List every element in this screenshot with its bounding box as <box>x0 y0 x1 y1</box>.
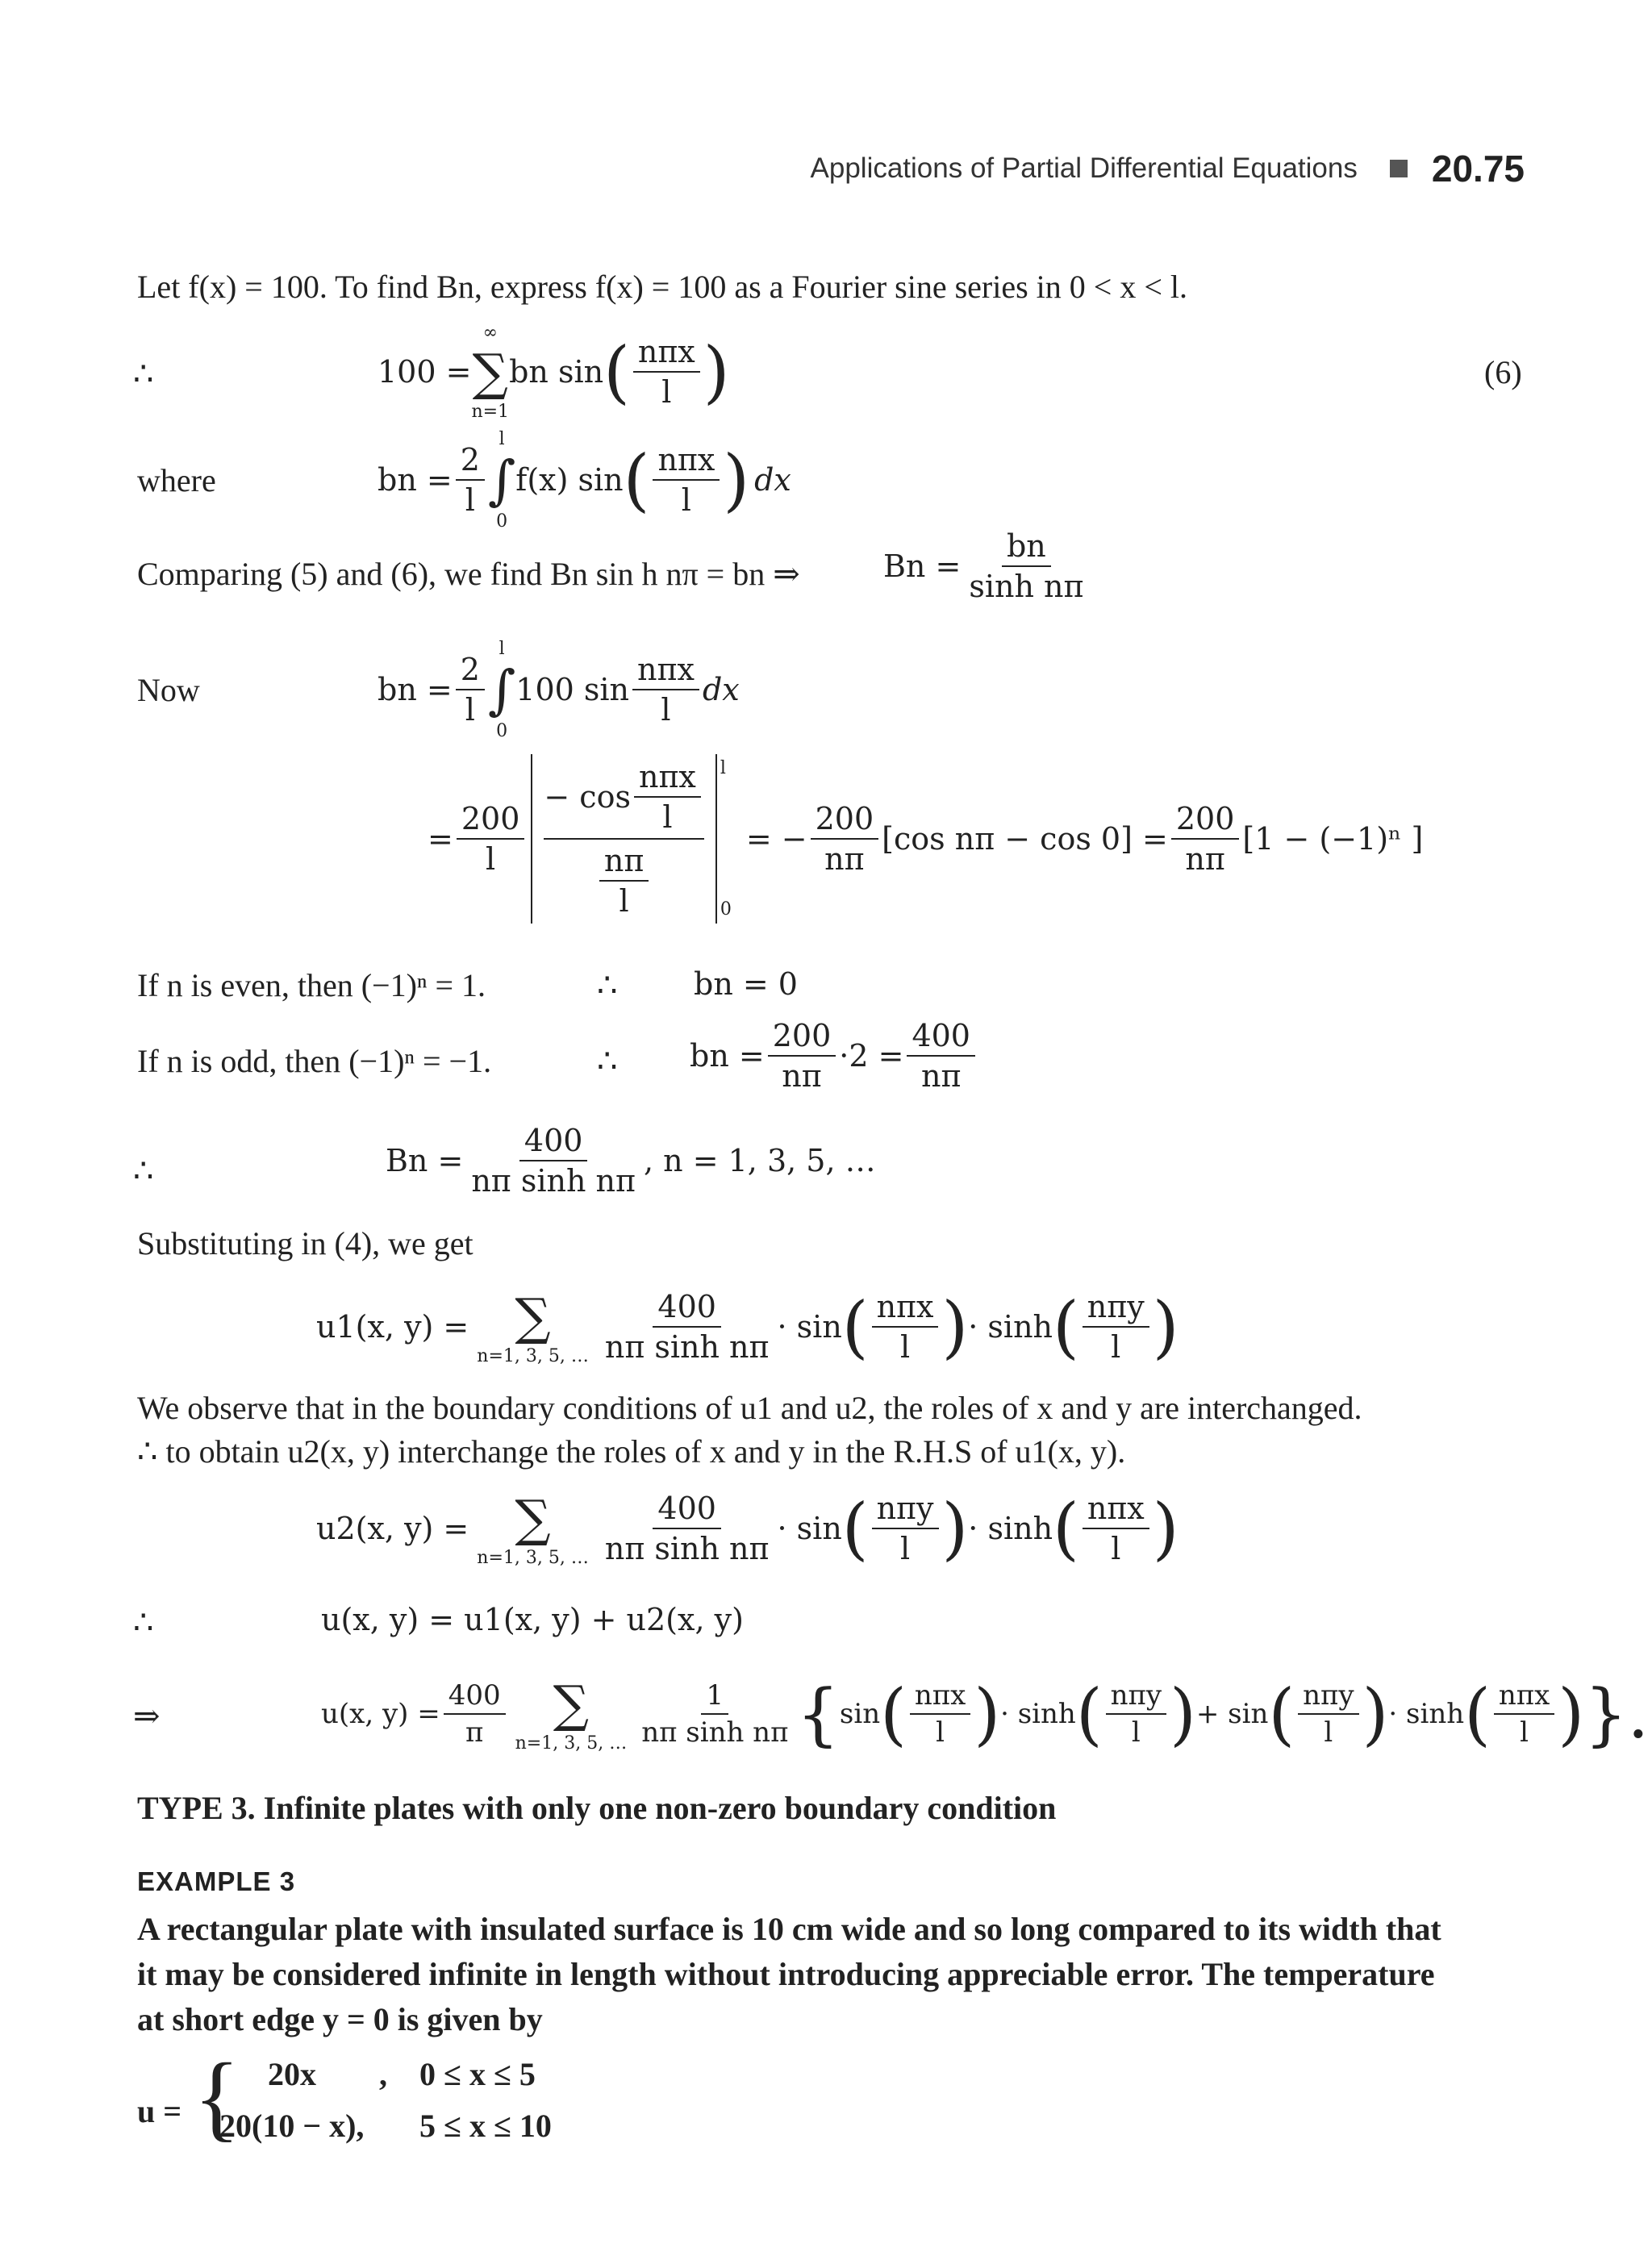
n-values: , n = 1, 3, 5, … <box>643 1143 876 1178</box>
frac-den: l <box>619 883 629 919</box>
frac-den: l <box>1111 1531 1121 1566</box>
u2-equation: u2(x, y) = ∑ n=1, 3, 5, … $\frac{400}{\text{nπ sinh nπ}}$ · sin ( $\frac{\text{nπy}}{l}$ ) · sinh ( $\frac{\text{nπx}}{l}$ ) <box>316 1489 1179 1568</box>
frac-den: l <box>899 1531 911 1566</box>
u-sum-equation: u(x, y) = u1(x, y) + u2(x, y) <box>321 1602 744 1637</box>
sinh: · sinh <box>968 1309 1053 1345</box>
piecewise-row-2c: 5 ≤ x ≤ 10 <box>419 2108 552 2144</box>
bn-definition: bn = $\frac{2}{l}$ l ∫ 0 f(x) sin ( $\frac{\text{nπx}}{l}$ ) dx <box>378 428 791 532</box>
nested-fraction <box>544 759 703 919</box>
intro-sentence: Let f(x) = 100. To find Bn, express f(x) = 100 as a Fourier sine series in 0 < x < l. <box>137 269 1188 305</box>
square-bullet-icon <box>1390 160 1408 177</box>
sin: · sin <box>777 1511 842 1546</box>
frac-den: l <box>1131 1716 1141 1749</box>
frac-num: 2 <box>456 442 485 481</box>
frac-num: nπx <box>1083 1491 1149 1529</box>
neg-cos: − cos <box>544 779 631 815</box>
two-over-l <box>456 442 485 518</box>
sum-lower: n=1, 3, 5, … <box>477 1548 589 1568</box>
equation-label: (6) <box>1484 354 1522 390</box>
integrand: 100 sin <box>515 672 630 707</box>
frac-num: nπx <box>872 1289 939 1328</box>
frac-num: nπy <box>1083 1289 1149 1328</box>
frac-num: 2 <box>456 652 485 690</box>
running-title: Applications of Partial Differential Equations <box>810 152 1358 184</box>
sum-lower: n=1, 3, 5, … <box>515 1733 628 1754</box>
frac-den: l <box>465 692 475 728</box>
frac-num: 200 <box>457 801 525 840</box>
frac-den: l <box>1520 1716 1529 1749</box>
odd-result <box>690 1018 978 1094</box>
frac-den: l <box>899 1329 911 1365</box>
cos-bracket: [cos nπ − cos 0] = <box>882 821 1168 857</box>
bn-lhs: bn = <box>690 1038 765 1074</box>
piecewise-row-1c: 0 ≤ x ≤ 5 <box>419 2056 536 2092</box>
bracket-evaluation <box>531 754 716 924</box>
eq6-coefficient: bn sin <box>509 354 604 390</box>
final-solution: u(x, y) = $\frac{400}{\pi}$ ∑ n=1, 3, 5, … $\frac{1}{\text{nπ sinh nπ}}$ { sin ( $\frac{\text{nπx}}{l}$ ) · sinh ( $\frac{\text{nπy}}{l}$ ) + sin ( $\frac{\text{nπy}}{l}$ ) · sinh ( $\frac{\text{nπx}}{l}$ ) }. <box>321 1674 1650 1754</box>
frac-den: nπ sinh nπ <box>641 1716 789 1749</box>
problem-line: it may be considered infinite in length without introducing appreciable error. The temperature <box>137 1956 1435 1992</box>
sum-lower: n=1 <box>471 401 510 422</box>
eq6-fraction <box>633 334 700 410</box>
frac-den: l <box>681 482 691 518</box>
frac-den: l <box>662 799 673 835</box>
int-upper: l <box>499 638 505 659</box>
even-result: bn = 0 <box>694 966 798 1002</box>
therefore-symbol: ∴ <box>133 356 154 392</box>
example-heading: EXAMPLE 3 <box>137 1866 296 1896</box>
Bn-lhs: Bn = <box>883 548 962 584</box>
therefore-symbol: ∴ <box>597 967 618 1003</box>
sum-symbol: ∑ n=1, 3, 5, … <box>477 1489 589 1568</box>
problem-line: at short edge y = 0 is given by <box>137 2001 543 2037</box>
frac-num: nπx <box>634 759 701 798</box>
bn-integral <box>378 637 740 742</box>
frac-num: 400 <box>519 1123 588 1161</box>
bn-lhs: bn = <box>378 672 453 707</box>
frac-num: nπx <box>632 652 699 690</box>
page-number: 20.75 <box>1431 148 1525 190</box>
200-over-npi <box>811 801 879 877</box>
frac-num: nπx <box>910 1679 970 1715</box>
equation-6: 100 = ∞ ∑ n=1 bn sin ( $\frac{\text{nπx}}{l}$ ) <box>378 322 730 422</box>
piecewise-lhs: u = <box>137 2093 182 2129</box>
frac-num: nπx <box>1494 1679 1554 1715</box>
bn-lhs: bn = <box>378 462 453 498</box>
frac-num: nπ <box>599 843 649 882</box>
problem-statement <box>137 1907 1441 2042</box>
frac-den: l <box>465 482 475 518</box>
Bn-relation <box>883 528 1091 604</box>
plus-sin: + sin <box>1195 1698 1269 1730</box>
frac-den: sinh nπ <box>969 569 1084 604</box>
left-brace-icon: { <box>194 2043 240 2150</box>
integrand: f(x) sin <box>515 462 624 498</box>
piecewise-row-1a: 20x <box>268 2056 316 2092</box>
times-two: ·2 = <box>839 1038 904 1074</box>
sin: · sin <box>777 1309 842 1345</box>
frac-den: nπ sinh nπ <box>604 1329 770 1365</box>
frac-num: 200 <box>768 1018 836 1057</box>
sinh: · sinh <box>1388 1698 1465 1730</box>
problem-line: A rectangular plate with insulated surface is 10 cm wide and so long compared to its width that <box>137 1911 1441 1947</box>
frac-num: 200 <box>811 801 879 840</box>
int-upper: l <box>499 428 505 449</box>
upper-limit: l <box>720 758 726 778</box>
sum-lower: n=1, 3, 5, … <box>477 1346 589 1366</box>
frac-den: l <box>486 841 496 877</box>
frac-num: nπx <box>633 334 700 373</box>
frac-num: 200 <box>1171 801 1240 840</box>
frac-den: nπ <box>824 841 865 877</box>
right-brace: }. <box>1584 1674 1650 1754</box>
frac-den: l <box>1324 1716 1333 1749</box>
frac-den: nπ sinh nπ <box>604 1531 770 1566</box>
sinh: · sinh <box>968 1511 1053 1546</box>
equals-minus: = − <box>745 821 807 857</box>
frac-num: nπy <box>1298 1679 1358 1715</box>
observation-line-1: We observe that in the boundary conditions of u1 and u2, the roles of x and y are interchanged. <box>137 1390 1362 1426</box>
frac-den: nπ <box>1185 841 1225 877</box>
sin: sin <box>839 1698 881 1730</box>
sum-symbol: ∑ n=1, 3, 5, … <box>515 1674 628 1754</box>
frac-den: nπ <box>920 1058 962 1094</box>
int-lower: 0 <box>496 720 508 741</box>
frac-num: bn <box>1002 528 1051 567</box>
therefore-symbol: ∴ <box>597 1043 618 1079</box>
frac-num: 400 <box>444 1679 506 1715</box>
piecewise-row-1b: , <box>379 2056 387 2092</box>
implies-symbol: ⇒ <box>133 1698 161 1734</box>
running-header <box>811 147 1525 190</box>
integral-symbol: l ∫ 0 <box>487 428 516 532</box>
frac-den: nπ <box>782 1058 822 1094</box>
where-fraction <box>653 442 720 518</box>
equals: = <box>428 821 453 857</box>
therefore-symbol: ∴ <box>133 1153 154 1189</box>
minus-one-bracket: [1 − (−1)ⁿ ] <box>1242 821 1424 857</box>
Bn-fraction <box>964 528 1088 604</box>
Bn-result <box>386 1123 876 1199</box>
even-case: If n is even, then (−1)ⁿ = 1. <box>137 967 486 1003</box>
two-over-l <box>456 652 485 728</box>
frac-num: 1 <box>701 1679 728 1715</box>
u1-lhs: u1(x, y) = <box>316 1309 469 1345</box>
frac-den: l <box>1111 1329 1121 1365</box>
frac-num: nπx <box>653 442 720 481</box>
frac-den: l <box>936 1716 945 1749</box>
eq6-lhs: 100 = <box>378 354 472 390</box>
frac-den: l <box>661 692 671 728</box>
frac-den: l <box>661 374 672 410</box>
Bn-lhs: Bn = <box>386 1143 464 1178</box>
sum-symbol: ∑ n=1, 3, 5, … <box>477 1287 589 1366</box>
now-fraction <box>632 652 699 728</box>
200-over-l <box>457 801 525 877</box>
200-over-npi <box>1171 801 1240 877</box>
sinh: · sinh <box>1000 1698 1076 1730</box>
frac-num: nπy <box>872 1491 939 1529</box>
where-word: where <box>137 462 216 498</box>
frac-den: π <box>465 1716 484 1749</box>
observation-line-2: ∴ to obtain u2(x, y) interchange the roles of x and y in the R.H.S of u1(x, y). <box>137 1433 1126 1470</box>
dx: dx <box>754 462 791 498</box>
therefore-symbol: ∴ <box>133 1604 154 1641</box>
int-lower: 0 <box>496 511 508 532</box>
sum-upper: ∞ <box>482 322 498 343</box>
lower-limit: 0 <box>720 899 732 919</box>
substituting-sentence: Substituting in (4), we get <box>137 1225 473 1261</box>
left-brace: { <box>796 1674 840 1754</box>
integral-symbol: l ∫ 0 <box>487 638 516 741</box>
now-word: Now <box>137 672 200 708</box>
u-lhs: u(x, y) = <box>321 1698 440 1730</box>
section-heading: TYPE 3. Infinite plates with only one non-zero boundary condition <box>137 1790 1057 1826</box>
comparing-sentence: Comparing (5) and (6), we find Bn sin h nπ = bn ⇒ <box>137 556 800 592</box>
sum-symbol: ∞ ∑ n=1 <box>471 322 510 422</box>
u1-equation: u1(x, y) = ∑ n=1, 3, 5, … $\frac{400}{\text{nπ sinh nπ}}$ · sin ( $\frac{\text{nπx}}{l}$ ) · sinh ( $\frac{\text{nπy}}{l}$ ) <box>316 1287 1179 1366</box>
frac-num: 400 <box>907 1018 975 1057</box>
frac-den: nπ sinh nπ <box>471 1163 636 1199</box>
frac-num: nπy <box>1106 1679 1166 1715</box>
evaluation-line <box>428 750 1423 928</box>
piecewise-row-2a: 20(10 − x), <box>219 2108 365 2144</box>
odd-case: If n is odd, then (−1)ⁿ = −1. <box>137 1043 492 1079</box>
u2-lhs: u2(x, y) = <box>316 1511 469 1546</box>
frac-num: 400 <box>653 1289 721 1328</box>
eval-limits <box>720 758 732 919</box>
dx: dx <box>702 672 740 707</box>
frac-num: 400 <box>653 1491 721 1529</box>
